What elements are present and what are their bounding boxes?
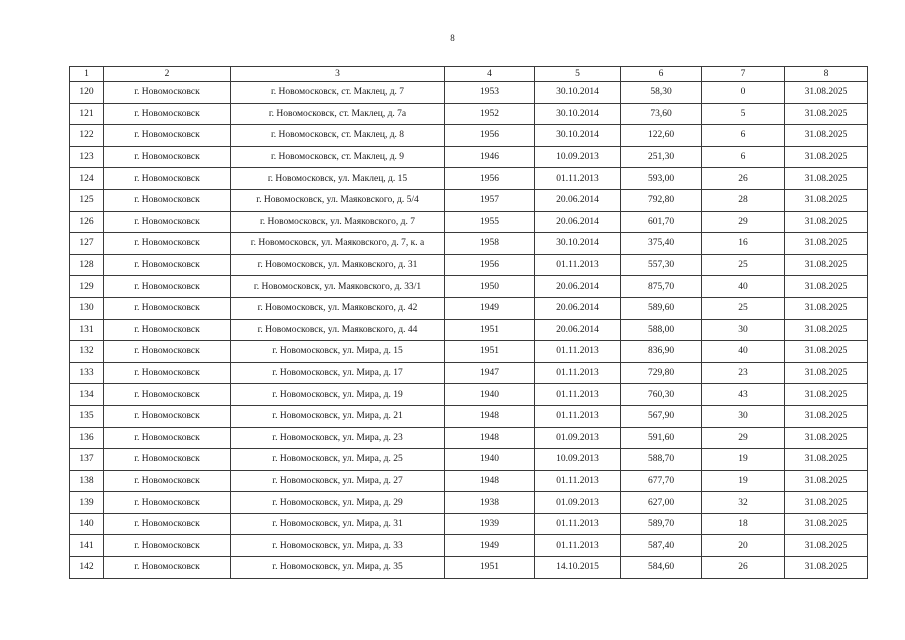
cell-municipality: г. Новомосковск <box>104 557 231 579</box>
cell-quantity: 30 <box>702 405 785 427</box>
cell-build-year: 1940 <box>445 384 535 406</box>
cell-deadline-date: 31.08.2025 <box>785 233 868 255</box>
cell-build-year: 1957 <box>445 189 535 211</box>
cell-quantity: 5 <box>702 103 785 125</box>
cell-municipality: г. Новомосковск <box>104 125 231 147</box>
cell-quantity: 29 <box>702 427 785 449</box>
cell-deadline-date: 31.08.2025 <box>785 427 868 449</box>
cell-build-year: 1951 <box>445 341 535 363</box>
cell-build-year: 1947 <box>445 362 535 384</box>
cell-build-year: 1951 <box>445 319 535 341</box>
cell-municipality: г. Новомосковск <box>104 276 231 298</box>
cell-build-year: 1939 <box>445 513 535 535</box>
cell-quantity: 16 <box>702 233 785 255</box>
cell-deadline-date: 31.08.2025 <box>785 146 868 168</box>
header-row <box>70 67 868 82</box>
cell-area: 627,00 <box>621 492 702 514</box>
cell-deadline-date: 31.08.2025 <box>785 513 868 535</box>
cell-deadline-date: 31.08.2025 <box>785 557 868 579</box>
table-row <box>70 276 868 298</box>
cell-municipality: г. Новомосковск <box>104 211 231 233</box>
cell-quantity: 23 <box>702 362 785 384</box>
table-row <box>70 125 868 147</box>
cell-area: 58,30 <box>621 82 702 104</box>
cell-build-year: 1958 <box>445 233 535 255</box>
cell-municipality: г. Новомосковск <box>104 233 231 255</box>
cell-quantity: 29 <box>702 211 785 233</box>
cell-area: 677,70 <box>621 470 702 492</box>
column-header-3: 3 <box>231 67 445 82</box>
table-row <box>70 513 868 535</box>
cell-row-number: 132 <box>70 341 104 363</box>
cell-address: г. Новомосковск, ул. Мира, д. 19 <box>231 384 445 406</box>
cell-address: г. Новомосковск, ул. Мира, д. 15 <box>231 341 445 363</box>
cell-row-number: 140 <box>70 513 104 535</box>
cell-quantity: 25 <box>702 254 785 276</box>
cell-quantity: 25 <box>702 297 785 319</box>
cell-municipality: г. Новомосковск <box>104 362 231 384</box>
cell-inspection-date: 01.11.2013 <box>535 470 621 492</box>
cell-quantity: 30 <box>702 319 785 341</box>
cell-row-number: 135 <box>70 405 104 427</box>
cell-build-year: 1949 <box>445 535 535 557</box>
cell-municipality: г. Новомосковск <box>104 103 231 125</box>
cell-deadline-date: 31.08.2025 <box>785 319 868 341</box>
cell-area: 729,80 <box>621 362 702 384</box>
cell-row-number: 142 <box>70 557 104 579</box>
cell-inspection-date: 30.10.2014 <box>535 125 621 147</box>
cell-build-year: 1948 <box>445 470 535 492</box>
cell-area: 557,30 <box>621 254 702 276</box>
cell-address: г. Новомосковск, ул. Мира, д. 23 <box>231 427 445 449</box>
cell-address: г. Новомосковск, ул. Мира, д. 21 <box>231 405 445 427</box>
cell-row-number: 137 <box>70 449 104 471</box>
cell-address: г. Новомосковск, ул. Мира, д. 33 <box>231 535 445 557</box>
table-row <box>70 470 868 492</box>
cell-build-year: 1949 <box>445 297 535 319</box>
cell-quantity: 18 <box>702 513 785 535</box>
cell-municipality: г. Новомосковск <box>104 82 231 104</box>
cell-address: г. Новомосковск, ул. Мира, д. 27 <box>231 470 445 492</box>
table-header <box>70 67 868 82</box>
cell-municipality: г. Новомосковск <box>104 254 231 276</box>
table-row <box>70 103 868 125</box>
table-row <box>70 168 868 190</box>
cell-quantity: 6 <box>702 146 785 168</box>
cell-quantity: 6 <box>702 125 785 147</box>
cell-address: г. Новомосковск, ул. Маяковского, д. 44 <box>231 319 445 341</box>
cell-address: г. Новомосковск, ул. Маклец, д. 15 <box>231 168 445 190</box>
cell-row-number: 122 <box>70 125 104 147</box>
column-header-5: 5 <box>535 67 621 82</box>
cell-quantity: 26 <box>702 168 785 190</box>
cell-row-number: 136 <box>70 427 104 449</box>
cell-area: 587,40 <box>621 535 702 557</box>
cell-build-year: 1948 <box>445 427 535 449</box>
cell-quantity: 19 <box>702 449 785 471</box>
cell-area: 375,40 <box>621 233 702 255</box>
cell-area: 760,30 <box>621 384 702 406</box>
housing-registry-table <box>69 66 868 579</box>
cell-inspection-date: 20.06.2014 <box>535 276 621 298</box>
cell-municipality: г. Новомосковск <box>104 189 231 211</box>
column-header-1: 1 <box>70 67 104 82</box>
cell-inspection-date: 30.10.2014 <box>535 233 621 255</box>
cell-area: 601,70 <box>621 211 702 233</box>
cell-deadline-date: 31.08.2025 <box>785 82 868 104</box>
cell-build-year: 1946 <box>445 146 535 168</box>
cell-area: 875,70 <box>621 276 702 298</box>
column-header-8: 8 <box>785 67 868 82</box>
cell-address: г. Новомосковск, ул. Мира, д. 17 <box>231 362 445 384</box>
cell-address: г. Новомосковск, ст. Маклец, д. 7 <box>231 82 445 104</box>
cell-build-year: 1952 <box>445 103 535 125</box>
cell-build-year: 1953 <box>445 82 535 104</box>
cell-area: 122,60 <box>621 125 702 147</box>
table-row <box>70 146 868 168</box>
cell-inspection-date: 01.11.2013 <box>535 513 621 535</box>
table-row <box>70 297 868 319</box>
cell-row-number: 129 <box>70 276 104 298</box>
cell-deadline-date: 31.08.2025 <box>785 384 868 406</box>
cell-deadline-date: 31.08.2025 <box>785 405 868 427</box>
table-row <box>70 449 868 471</box>
cell-address: г. Новомосковск, ул. Мира, д. 29 <box>231 492 445 514</box>
cell-quantity: 43 <box>702 384 785 406</box>
cell-address: г. Новомосковск, ул. Мира, д. 31 <box>231 513 445 535</box>
table-row <box>70 233 868 255</box>
cell-row-number: 126 <box>70 211 104 233</box>
cell-row-number: 127 <box>70 233 104 255</box>
cell-area: 593,00 <box>621 168 702 190</box>
table-row <box>70 535 868 557</box>
cell-row-number: 134 <box>70 384 104 406</box>
cell-inspection-date: 01.11.2013 <box>535 384 621 406</box>
table-row <box>70 557 868 579</box>
column-header-2: 2 <box>104 67 231 82</box>
cell-area: 251,30 <box>621 146 702 168</box>
cell-municipality: г. Новомосковск <box>104 168 231 190</box>
cell-municipality: г. Новомосковск <box>104 535 231 557</box>
column-header-7: 7 <box>702 67 785 82</box>
cell-deadline-date: 31.08.2025 <box>785 125 868 147</box>
cell-inspection-date: 20.06.2014 <box>535 211 621 233</box>
cell-municipality: г. Новомосковск <box>104 405 231 427</box>
cell-inspection-date: 01.09.2013 <box>535 492 621 514</box>
cell-inspection-date: 01.09.2013 <box>535 427 621 449</box>
cell-row-number: 141 <box>70 535 104 557</box>
cell-inspection-date: 01.11.2013 <box>535 362 621 384</box>
cell-row-number: 121 <box>70 103 104 125</box>
column-header-4: 4 <box>445 67 535 82</box>
cell-quantity: 26 <box>702 557 785 579</box>
cell-municipality: г. Новомосковск <box>104 146 231 168</box>
cell-address: г. Новомосковск, ул. Маяковского, д. 31 <box>231 254 445 276</box>
cell-deadline-date: 31.08.2025 <box>785 492 868 514</box>
cell-area: 584,60 <box>621 557 702 579</box>
cell-build-year: 1948 <box>445 405 535 427</box>
cell-inspection-date: 10.09.2013 <box>535 146 621 168</box>
cell-quantity: 32 <box>702 492 785 514</box>
cell-deadline-date: 31.08.2025 <box>785 362 868 384</box>
cell-area: 567,90 <box>621 405 702 427</box>
cell-inspection-date: 20.06.2014 <box>535 319 621 341</box>
cell-address: г. Новомосковск, ул. Маяковского, д. 42 <box>231 297 445 319</box>
cell-deadline-date: 31.08.2025 <box>785 276 868 298</box>
cell-quantity: 40 <box>702 341 785 363</box>
cell-municipality: г. Новомосковск <box>104 297 231 319</box>
cell-municipality: г. Новомосковск <box>104 319 231 341</box>
cell-build-year: 1938 <box>445 492 535 514</box>
cell-row-number: 124 <box>70 168 104 190</box>
cell-build-year: 1950 <box>445 276 535 298</box>
cell-area: 591,60 <box>621 427 702 449</box>
cell-inspection-date: 10.09.2013 <box>535 449 621 471</box>
table-body <box>70 82 868 579</box>
cell-inspection-date: 01.11.2013 <box>535 535 621 557</box>
cell-build-year: 1940 <box>445 449 535 471</box>
cell-deadline-date: 31.08.2025 <box>785 297 868 319</box>
cell-area: 73,60 <box>621 103 702 125</box>
cell-deadline-date: 31.08.2025 <box>785 449 868 471</box>
cell-area: 589,60 <box>621 297 702 319</box>
cell-inspection-date: 01.11.2013 <box>535 405 621 427</box>
cell-municipality: г. Новомосковск <box>104 427 231 449</box>
cell-address: г. Новомосковск, ул. Маяковского, д. 7 <box>231 211 445 233</box>
cell-deadline-date: 31.08.2025 <box>785 103 868 125</box>
table-row <box>70 384 868 406</box>
cell-address: г. Новомосковск, ст. Маклец, д. 9 <box>231 146 445 168</box>
cell-address: г. Новомосковск, ул. Маяковского, д. 33/1 <box>231 276 445 298</box>
table-row <box>70 492 868 514</box>
cell-row-number: 133 <box>70 362 104 384</box>
cell-deadline-date: 31.08.2025 <box>785 189 868 211</box>
column-header-6: 6 <box>621 67 702 82</box>
cell-quantity: 19 <box>702 470 785 492</box>
table-row <box>70 82 868 104</box>
cell-deadline-date: 31.08.2025 <box>785 211 868 233</box>
cell-row-number: 138 <box>70 470 104 492</box>
cell-address: г. Новомосковск, ст. Маклец, д. 7а <box>231 103 445 125</box>
table-row <box>70 189 868 211</box>
cell-area: 792,80 <box>621 189 702 211</box>
cell-municipality: г. Новомосковск <box>104 384 231 406</box>
cell-municipality: г. Новомосковск <box>104 513 231 535</box>
cell-inspection-date: 01.11.2013 <box>535 341 621 363</box>
cell-inspection-date: 01.11.2013 <box>535 168 621 190</box>
cell-build-year: 1955 <box>445 211 535 233</box>
cell-quantity: 0 <box>702 82 785 104</box>
cell-build-year: 1956 <box>445 125 535 147</box>
cell-inspection-date: 30.10.2014 <box>535 82 621 104</box>
cell-quantity: 28 <box>702 189 785 211</box>
cell-address: г. Новомосковск, ст. Маклец, д. 8 <box>231 125 445 147</box>
cell-address: г. Новомосковск, ул. Мира, д. 35 <box>231 557 445 579</box>
table-row <box>70 254 868 276</box>
cell-inspection-date: 01.11.2013 <box>535 254 621 276</box>
cell-inspection-date: 30.10.2014 <box>535 103 621 125</box>
cell-build-year: 1956 <box>445 254 535 276</box>
cell-inspection-date: 20.06.2014 <box>535 297 621 319</box>
cell-municipality: г. Новомосковск <box>104 492 231 514</box>
cell-deadline-date: 31.08.2025 <box>785 341 868 363</box>
cell-deadline-date: 31.08.2025 <box>785 254 868 276</box>
cell-build-year: 1951 <box>445 557 535 579</box>
cell-address: г. Новомосковск, ул. Маяковского, д. 7, к. а <box>231 233 445 255</box>
cell-row-number: 123 <box>70 146 104 168</box>
cell-quantity: 20 <box>702 535 785 557</box>
table-row <box>70 319 868 341</box>
cell-row-number: 120 <box>70 82 104 104</box>
cell-row-number: 131 <box>70 319 104 341</box>
cell-municipality: г. Новомосковск <box>104 341 231 363</box>
cell-address: г. Новомосковск, ул. Мира, д. 25 <box>231 449 445 471</box>
cell-row-number: 139 <box>70 492 104 514</box>
cell-address: г. Новомосковск, ул. Маяковского, д. 5/4 <box>231 189 445 211</box>
table-row <box>70 427 868 449</box>
cell-row-number: 125 <box>70 189 104 211</box>
cell-municipality: г. Новомосковск <box>104 470 231 492</box>
table-row <box>70 362 868 384</box>
cell-area: 589,70 <box>621 513 702 535</box>
cell-deadline-date: 31.08.2025 <box>785 535 868 557</box>
cell-area: 588,00 <box>621 319 702 341</box>
table-row <box>70 341 868 363</box>
cell-row-number: 128 <box>70 254 104 276</box>
cell-quantity: 40 <box>702 276 785 298</box>
cell-area: 836,90 <box>621 341 702 363</box>
cell-inspection-date: 14.10.2015 <box>535 557 621 579</box>
table-row <box>70 211 868 233</box>
cell-municipality: г. Новомосковск <box>104 449 231 471</box>
cell-deadline-date: 31.08.2025 <box>785 470 868 492</box>
page-number: 8 <box>450 33 455 43</box>
table-row <box>70 405 868 427</box>
cell-inspection-date: 20.06.2014 <box>535 189 621 211</box>
cell-deadline-date: 31.08.2025 <box>785 168 868 190</box>
cell-area: 588,70 <box>621 449 702 471</box>
cell-row-number: 130 <box>70 297 104 319</box>
cell-build-year: 1956 <box>445 168 535 190</box>
